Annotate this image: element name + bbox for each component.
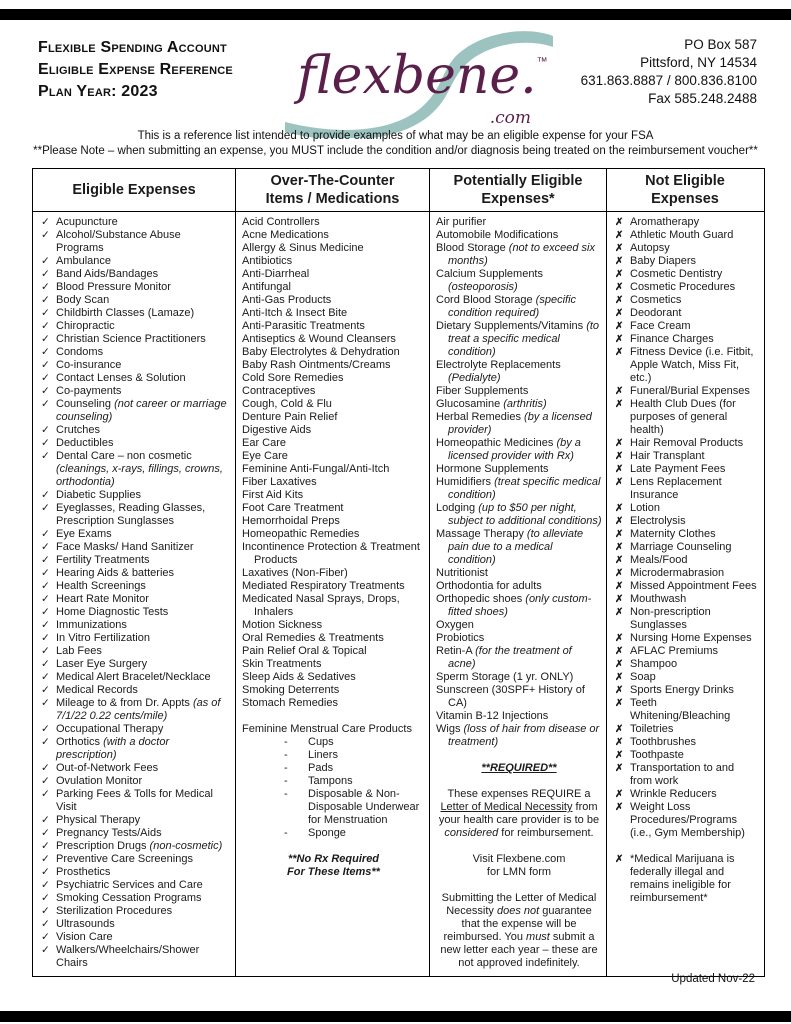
list-item: ✗ Cosmetic Dentistry: [615, 268, 723, 280]
check-bullet-icon: ✓: [41, 723, 50, 735]
list-item: Motion Sickness: [242, 619, 323, 631]
list-item: Anti-Gas Products: [242, 294, 332, 306]
list-item: Homeopathic Medicines (by a licensed provider with Rx): [436, 437, 581, 462]
note-text: Submitting the Letter of Medical Necessity does not guarantee that the expense will be reimbursed. You must submit a new letter each year – these are not approved indefinitely.: [440, 892, 598, 969]
note-text: **No Rx Required: [287, 853, 380, 865]
contact-phones: 631.863.8887 / 800.836.8100: [580, 73, 757, 88]
list-item: Acid Controllers: [242, 216, 320, 228]
list-item: ✓ Acupuncture: [41, 216, 118, 228]
check-bullet-icon: ✓: [41, 762, 50, 774]
x-bullet-icon: ✗: [615, 802, 624, 813]
check-bullet-icon: ✓: [41, 580, 50, 592]
check-bullet-icon: ✓: [41, 853, 50, 865]
x-bullet-icon: ✗: [615, 659, 624, 670]
list-item: Laxatives (Non-Fiber): [242, 567, 348, 579]
list-item: ✗ Toothpaste: [615, 749, 684, 761]
contact-block: [581, 36, 757, 108]
list-item: - Pads: [284, 762, 334, 774]
list-item: Sleep Aids & Sedatives: [242, 671, 356, 683]
x-bullet-icon: ✗: [615, 529, 624, 540]
x-bullet-icon: ✗: [615, 750, 624, 761]
column-header-potentially-eligible: Potentially Eligible Expenses*: [430, 169, 607, 211]
list-item: ✗ Nursing Home Expenses: [615, 632, 752, 644]
list-item: ✗ Late Payment Fees: [615, 463, 726, 475]
list-item: ✗ Meals/Food: [615, 554, 688, 566]
list-item: Antiseptics & Wound Cleansers: [242, 333, 396, 345]
updated-label: Updated Nov-22: [671, 973, 755, 985]
table-header-row: [33, 169, 764, 212]
check-bullet-icon: ✓: [41, 216, 50, 228]
list-item: ✓ Pregnancy Tests/Aids: [41, 827, 162, 839]
check-bullet-icon: ✓: [41, 892, 50, 904]
list-item: ✓ Co-insurance: [41, 359, 122, 371]
check-bullet-icon: ✓: [41, 307, 50, 319]
note-text: for LMN form: [486, 866, 552, 878]
spacer: [242, 840, 425, 853]
list-item: ✓ Eye Exams: [41, 528, 112, 540]
check-bullet-icon: ✓: [41, 567, 50, 579]
list-item: ✓ Laser Eye Surgery: [41, 658, 148, 670]
check-bullet-icon: ✓: [41, 489, 50, 501]
bottom-border-bar: [0, 1011, 791, 1022]
list-item: Air purifier: [436, 216, 487, 228]
list-item: Feminine Menstrual Care Products: [242, 723, 412, 735]
list-item: Vitamin B-12 Injections: [436, 710, 549, 722]
note-text: **REQUIRED**: [481, 762, 557, 774]
list-item: Herbal Remedies (by a licensed provider): [436, 411, 592, 436]
list-item: ✓ Health Screenings: [41, 580, 146, 592]
x-bullet-icon: ✗: [615, 555, 624, 566]
table-body: [33, 212, 764, 976]
list-item: ✗ *Medical Marijuana is federally illegal and remains ineligible for reimbursement*: [615, 853, 735, 904]
x-bullet-icon: ✗: [615, 607, 624, 618]
intro-line-1: This is a reference list intended to provide examples of what may be an eligible expense for your FSA: [137, 130, 654, 142]
x-bullet-icon: ✗: [615, 256, 624, 267]
x-bullet-icon: ✗: [615, 568, 624, 579]
x-bullet-icon: ✗: [615, 698, 624, 709]
column-header-not-eligible: Not Eligible Expenses: [645, 173, 725, 207]
x-bullet-icon: ✗: [615, 399, 624, 410]
list-item: ✓ Parking Fees & Tolls for Medical Visit: [41, 788, 213, 813]
check-bullet-icon: ✓: [41, 528, 50, 540]
list-item: ✓ Ultrasounds: [41, 918, 115, 930]
check-bullet-icon: ✓: [41, 658, 50, 670]
x-bullet-icon: ✗: [615, 581, 624, 592]
list-item: Glucosamine (arthritis): [436, 398, 547, 410]
list-item: ✗ Toothbrushes: [615, 736, 697, 748]
title-line-1: Flexible Spending Account: [38, 39, 227, 56]
list-item: ✓ Home Diagnostic Tests: [41, 606, 169, 618]
check-bullet-icon: ✓: [41, 944, 50, 956]
x-bullet-icon: ✗: [615, 269, 624, 280]
list-item: Cough, Cold & Flu: [242, 398, 332, 410]
list-item: ✓ Blood Pressure Monitor: [41, 281, 171, 293]
list-item: Massage Therapy (to alleviate pain due to a medical condition): [436, 528, 584, 566]
check-bullet-icon: ✓: [41, 372, 50, 384]
list-item: Automobile Modifications: [436, 229, 559, 241]
list-item: Retin-A (for the treatment of acne): [436, 645, 572, 670]
list-item: ✗ AFLAC Premiums: [615, 645, 719, 657]
list-item: ✓ Preventive Care Screenings: [41, 853, 193, 865]
list-item: Anti-Itch & Insect Bite: [242, 307, 348, 319]
list-item: ✗ Hair Transplant: [615, 450, 705, 462]
list-item: Fiber Supplements: [436, 385, 529, 397]
logo-domain-text: .com: [489, 108, 531, 128]
list-item: ✗ Athletic Mouth Guard: [615, 229, 734, 241]
list-item: ✓ Orthotics (with a doctor prescription): [41, 736, 170, 761]
top-border-bar: [0, 9, 791, 20]
x-bullet-icon: ✗: [615, 854, 624, 865]
x-bullet-icon: ✗: [615, 386, 624, 397]
list-item: Sunscreen (30SPF+ History of CA): [436, 684, 585, 709]
check-bullet-icon: ✓: [41, 541, 50, 553]
list-item: ✓ Vision Care: [41, 931, 113, 943]
list-item: ✓ Dental Care – non cosmetic (cleanings, x-rays, fillings, crowns, orthodontia): [41, 450, 223, 488]
list-item: ✗ Transportation to and from work: [615, 762, 735, 787]
list-item: Cord Blood Storage (specific condition required): [436, 294, 577, 319]
list-item: ✓ Mileage to & from Dr. Appts (as of 7/1/22 0.22 cents/mile): [41, 697, 221, 722]
list-item: ✗ Microdermabrasion: [615, 567, 725, 579]
list-item: ✗ Face Cream: [615, 320, 691, 332]
list-item: ✗ Wrinkle Reducers: [615, 788, 717, 800]
list-item: ✓ Christian Science Practitioners: [41, 333, 206, 345]
list-item: ✗ Sports Energy Drinks: [615, 684, 734, 696]
list-item: ✓ Deductibles: [41, 437, 114, 449]
check-bullet-icon: ✓: [41, 905, 50, 917]
list-item: ✗ Lotion: [615, 502, 660, 514]
list-item: ✗ Shampoo: [615, 658, 678, 670]
list-item: ✓ Walkers/Wheelchairs/Shower Chairs: [41, 944, 200, 969]
contact-po-box: PO Box 587: [684, 37, 757, 52]
list-item: Humidifiers (treat specific medical condition): [436, 476, 601, 501]
contact-city: Pittsford, NY 14534: [640, 55, 757, 70]
check-bullet-icon: ✓: [41, 281, 50, 293]
list-item: - Cups: [284, 736, 334, 748]
check-bullet-icon: ✓: [41, 554, 50, 566]
dash-bullet-icon: -: [284, 762, 288, 774]
list-item: Eye Care: [242, 450, 288, 462]
list-item: ✓ Lab Fees: [41, 645, 102, 657]
logo-dot: .: [520, 46, 537, 106]
title-line-2: Eligible Expense Reference: [38, 61, 233, 78]
list-item: Dietary Supplements/Vitamins (to treat a specific medical condition): [436, 320, 600, 358]
list-item: ✓ Crutches: [41, 424, 101, 436]
list-item: ✓ Hearing Aids & batteries: [41, 567, 175, 579]
list-item: ✓ Ovulation Monitor: [41, 775, 143, 787]
check-bullet-icon: ✓: [41, 814, 50, 826]
check-bullet-icon: ✓: [41, 866, 50, 878]
check-bullet-icon: ✓: [41, 645, 50, 657]
list-item: Electrolyte Replacements (Pedialyte): [436, 359, 561, 384]
list-item: Calcium Supplements (osteoporosis): [436, 268, 543, 293]
list-item: ✗ Funeral/Burial Expenses: [615, 385, 750, 397]
list-item: ✓ Contact Lenses & Solution: [41, 372, 186, 384]
x-bullet-icon: ✗: [615, 763, 624, 774]
list-item: ✗ Soap: [615, 671, 656, 683]
list-item: ✗ Marriage Counseling: [615, 541, 732, 553]
list-item: Digestive Aids: [242, 424, 312, 436]
column-header-otc: Over-The-Counter Items / Medications: [236, 169, 430, 211]
x-bullet-icon: ✗: [615, 321, 624, 332]
list-item: ✗ Aromatherapy: [615, 216, 700, 228]
flexbene-logo: [283, 24, 555, 136]
dash-bullet-icon: -: [284, 827, 288, 839]
list-item: Nutritionist: [436, 567, 488, 579]
x-bullet-icon: ✗: [615, 334, 624, 345]
list-item: Smoking Deterrents: [242, 684, 340, 696]
x-bullet-icon: ✗: [615, 542, 624, 553]
check-bullet-icon: ✓: [41, 359, 50, 371]
list-item: Lodging (up to $50 per night, subject to additional conditions): [436, 502, 602, 527]
list-item: Foot Care Treatment: [242, 502, 344, 514]
list-item: Hemorrhoidal Preps: [242, 515, 340, 527]
x-bullet-icon: ✗: [615, 477, 624, 488]
list-item: ✗ Fitness Device (i.e. Fitbit, Apple Watch, Miss Fit, etc.): [615, 346, 754, 384]
check-bullet-icon: ✓: [41, 333, 50, 345]
list-item: ✓ Face Masks/ Hand Sanitizer: [41, 541, 194, 553]
intro-line-2: **Please Note – when submitting an expense, you MUST include the condition and/or diagnosis being treated on the reimbursement voucher**: [33, 145, 758, 157]
list-item: Hormone Supplements: [436, 463, 549, 475]
x-bullet-icon: ✗: [615, 464, 624, 475]
list-item: Anti-Diarrheal: [242, 268, 310, 280]
column-header-eligible: Eligible Expenses: [33, 169, 236, 211]
column-potentially-eligible: [430, 212, 607, 976]
contact-fax: Fax 585.248.2488: [648, 91, 757, 106]
list-item: ✗ Deodorant: [615, 307, 682, 319]
x-bullet-icon: ✗: [615, 737, 624, 748]
list-item: ✓ Heart Rate Monitor: [41, 593, 149, 605]
check-bullet-icon: ✓: [41, 437, 50, 449]
list-item: ✗ Maternity Clothes: [615, 528, 716, 540]
trademark-symbol: ™: [536, 56, 548, 68]
list-item: ✓ Prosthetics: [41, 866, 111, 878]
list-item: ✓ Ambulance: [41, 255, 112, 267]
x-bullet-icon: ✗: [615, 633, 624, 644]
list-item: Skin Treatments: [242, 658, 322, 670]
check-bullet-icon: ✓: [41, 684, 50, 696]
list-item: Orthodontia for adults: [436, 580, 542, 592]
list-item: ✓ Smoking Cessation Programs: [41, 892, 202, 904]
list-item: Homeopathic Remedies: [242, 528, 360, 540]
x-bullet-icon: ✗: [615, 724, 624, 735]
x-bullet-icon: ✗: [615, 516, 624, 527]
spacer: [436, 775, 602, 788]
check-bullet-icon: ✓: [41, 502, 50, 514]
x-bullet-icon: ✗: [615, 243, 624, 254]
list-item: ✓ Physical Therapy: [41, 814, 141, 826]
x-bullet-icon: ✗: [615, 594, 624, 605]
check-bullet-icon: ✓: [41, 697, 50, 709]
list-item: ✓ In Vitro Fertilization: [41, 632, 150, 644]
list-item: ✗ Hair Removal Products: [615, 437, 744, 449]
list-item: ✓ Condoms: [41, 346, 104, 358]
list-item: - Sponge: [284, 827, 346, 839]
list-item: Allergy & Sinus Medicine: [242, 242, 364, 254]
list-item: Stomach Remedies: [242, 697, 338, 709]
list-item: ✗ Lens Replacement Insurance: [615, 476, 722, 501]
check-bullet-icon: ✓: [41, 424, 50, 436]
x-bullet-icon: ✗: [615, 217, 624, 228]
x-bullet-icon: ✗: [615, 347, 624, 358]
list-item: ✗ Health Club Dues (for purposes of general health): [615, 398, 736, 436]
list-item: Denture Pain Relief: [242, 411, 338, 423]
check-bullet-icon: ✓: [41, 385, 50, 397]
list-item: ✓ Fertility Treatments: [41, 554, 150, 566]
list-item: Blood Storage (not to exceed six months): [436, 242, 595, 267]
list-item: ✓ Sterilization Procedures: [41, 905, 173, 917]
list-item: ✓ Out-of-Network Fees: [41, 762, 159, 774]
list-item: Incontinence Protection & Treatment Products: [242, 541, 420, 566]
x-bullet-icon: ✗: [615, 282, 624, 293]
list-item: ✗ Cosmetic Procedures: [615, 281, 736, 293]
x-bullet-icon: ✗: [615, 672, 624, 683]
list-item: Feminine Anti-Fungal/Anti-Itch: [242, 463, 390, 475]
x-bullet-icon: ✗: [615, 438, 624, 449]
list-item: Fiber Laxatives: [242, 476, 317, 488]
column-eligible: [33, 212, 236, 976]
x-bullet-icon: ✗: [615, 646, 624, 657]
list-item: Anti-Parasitic Treatments: [242, 320, 365, 332]
check-bullet-icon: ✓: [41, 879, 50, 891]
list-item: Pain Relief Oral & Topical: [242, 645, 367, 657]
note-text: These expenses REQUIRE a Letter of Medical Necessity from your health care provider is to be considered for reimbursement.: [438, 788, 600, 839]
dash-bullet-icon: -: [284, 736, 288, 748]
list-item: Orthopedic shoes (only custom-fitted shoes): [436, 593, 592, 618]
list-item: ✓ Alcohol/Substance Abuse Programs: [41, 229, 181, 254]
column-not-eligible: [607, 212, 763, 976]
list-item: - Tampons: [284, 775, 353, 787]
list-item: ✓ Body Scan: [41, 294, 110, 306]
list-item: ✗ Mouthwash: [615, 593, 687, 605]
list-item: ✓ Occupational Therapy: [41, 723, 164, 735]
list-item: ✗ Missed Appointment Fees: [615, 580, 757, 592]
list-item: ✓ Band Aids/Bandages: [41, 268, 159, 280]
check-bullet-icon: ✓: [41, 918, 50, 930]
x-bullet-icon: ✗: [615, 295, 624, 306]
list-item: ✗ Non-prescription Sunglasses: [615, 606, 711, 631]
expense-reference-table: [32, 168, 765, 977]
list-item: ✓ Immunizations: [41, 619, 127, 631]
list-item: Antibiotics: [242, 255, 293, 267]
list-item: ✓ Chiropractic: [41, 320, 115, 332]
list-item: ✓ Counseling (not career or marriage counseling): [41, 398, 227, 423]
check-bullet-icon: ✓: [41, 619, 50, 631]
list-item: ✗ Cosmetics: [615, 294, 682, 306]
dash-bullet-icon: -: [284, 775, 288, 787]
list-item: Mediated Respiratory Treatments: [242, 580, 405, 592]
list-item: Acne Medications: [242, 229, 329, 241]
check-bullet-icon: ✓: [41, 268, 50, 280]
check-bullet-icon: ✓: [41, 450, 50, 462]
intro-text: [0, 129, 791, 159]
list-item: Probiotics: [436, 632, 485, 644]
check-bullet-icon: ✓: [41, 671, 50, 683]
x-bullet-icon: ✗: [615, 230, 624, 241]
list-item: Sperm Storage (1 yr. ONLY): [436, 671, 574, 683]
check-bullet-icon: ✓: [41, 931, 50, 943]
list-item: Baby Electrolytes & Dehydration: [242, 346, 400, 358]
check-bullet-icon: ✓: [41, 827, 50, 839]
list-item: Oxygen: [436, 619, 474, 631]
title-line-3: Plan Year: 2023: [38, 83, 158, 100]
list-item: - Liners: [284, 749, 338, 761]
x-bullet-icon: ✗: [615, 503, 624, 514]
x-bullet-icon: ✗: [615, 685, 624, 696]
x-bullet-icon: ✗: [615, 451, 624, 462]
check-bullet-icon: ✓: [41, 775, 50, 787]
check-bullet-icon: ✓: [41, 840, 50, 852]
check-bullet-icon: ✓: [41, 736, 50, 748]
list-item: Antifungal: [242, 281, 291, 293]
logo-wordmark: [297, 46, 548, 106]
list-item: First Aid Kits: [242, 489, 304, 501]
list-item: ✓ Eyeglasses, Reading Glasses, Prescription Sunglasses: [41, 502, 206, 527]
list-item: Cold Sore Remedies: [242, 372, 344, 384]
check-bullet-icon: ✓: [41, 632, 50, 644]
check-bullet-icon: ✓: [41, 346, 50, 358]
list-item: ✗ Electrolysis: [615, 515, 686, 527]
check-bullet-icon: ✓: [41, 398, 50, 410]
check-bullet-icon: ✓: [41, 593, 50, 605]
list-item: ✗ Teeth Whitening/Bleaching: [615, 697, 731, 722]
x-bullet-icon: ✗: [615, 308, 624, 319]
x-bullet-icon: ✗: [615, 789, 624, 800]
list-item: Contraceptives: [242, 385, 316, 397]
spacer: [613, 840, 759, 853]
note-text: Visit Flexbene.com: [472, 853, 566, 865]
check-bullet-icon: ✓: [41, 788, 50, 800]
list-item: Medicated Nasal Sprays, Drops, Inhalers: [242, 593, 400, 618]
list-item: ✓ Medical Alert Bracelet/Necklace: [41, 671, 211, 683]
list-item: Wigs (loss of hair from disease or treatment): [436, 723, 600, 748]
spacer: [436, 879, 602, 892]
column-otc: [236, 212, 430, 976]
list-item: - Disposable & Non-Disposable Underwear for Menstruation: [284, 788, 420, 826]
note-text: For These Items**: [287, 866, 380, 878]
list-item: ✓ Medical Records: [41, 684, 138, 696]
list-item: ✗ Toiletries: [615, 723, 674, 735]
dash-bullet-icon: -: [284, 788, 288, 800]
spacer: [436, 749, 602, 762]
check-bullet-icon: ✓: [41, 255, 50, 267]
list-item: ✗ Baby Diapers: [615, 255, 697, 267]
check-bullet-icon: ✓: [41, 606, 50, 618]
list-item: ✓ Psychiatric Services and Care: [41, 879, 203, 891]
list-item: ✓ Prescription Drugs (non-cosmetic): [41, 840, 223, 852]
check-bullet-icon: ✓: [41, 320, 50, 332]
document-title: [38, 37, 233, 103]
spacer: [436, 840, 602, 853]
list-item: ✓ Co-payments: [41, 385, 122, 397]
list-item: ✓ Childbirth Classes (Lamaze): [41, 307, 195, 319]
list-item: ✗ Weight Loss Procedures/Programs (i.e., Gym Membership): [615, 801, 745, 839]
list-item: ✗ Finance Charges: [615, 333, 714, 345]
check-bullet-icon: ✓: [41, 229, 50, 241]
spacer: [242, 710, 425, 723]
list-item: ✗ Autopsy: [615, 242, 670, 254]
check-bullet-icon: ✓: [41, 294, 50, 306]
list-item: Ear Care: [242, 437, 287, 449]
list-item: Baby Rash Ointments/Creams: [242, 359, 391, 371]
list-item: ✓ Diabetic Supplies: [41, 489, 141, 501]
dash-bullet-icon: -: [284, 749, 288, 761]
logo-name-text: flexbene: [297, 46, 521, 106]
list-item: Oral Remedies & Treatments: [242, 632, 384, 644]
